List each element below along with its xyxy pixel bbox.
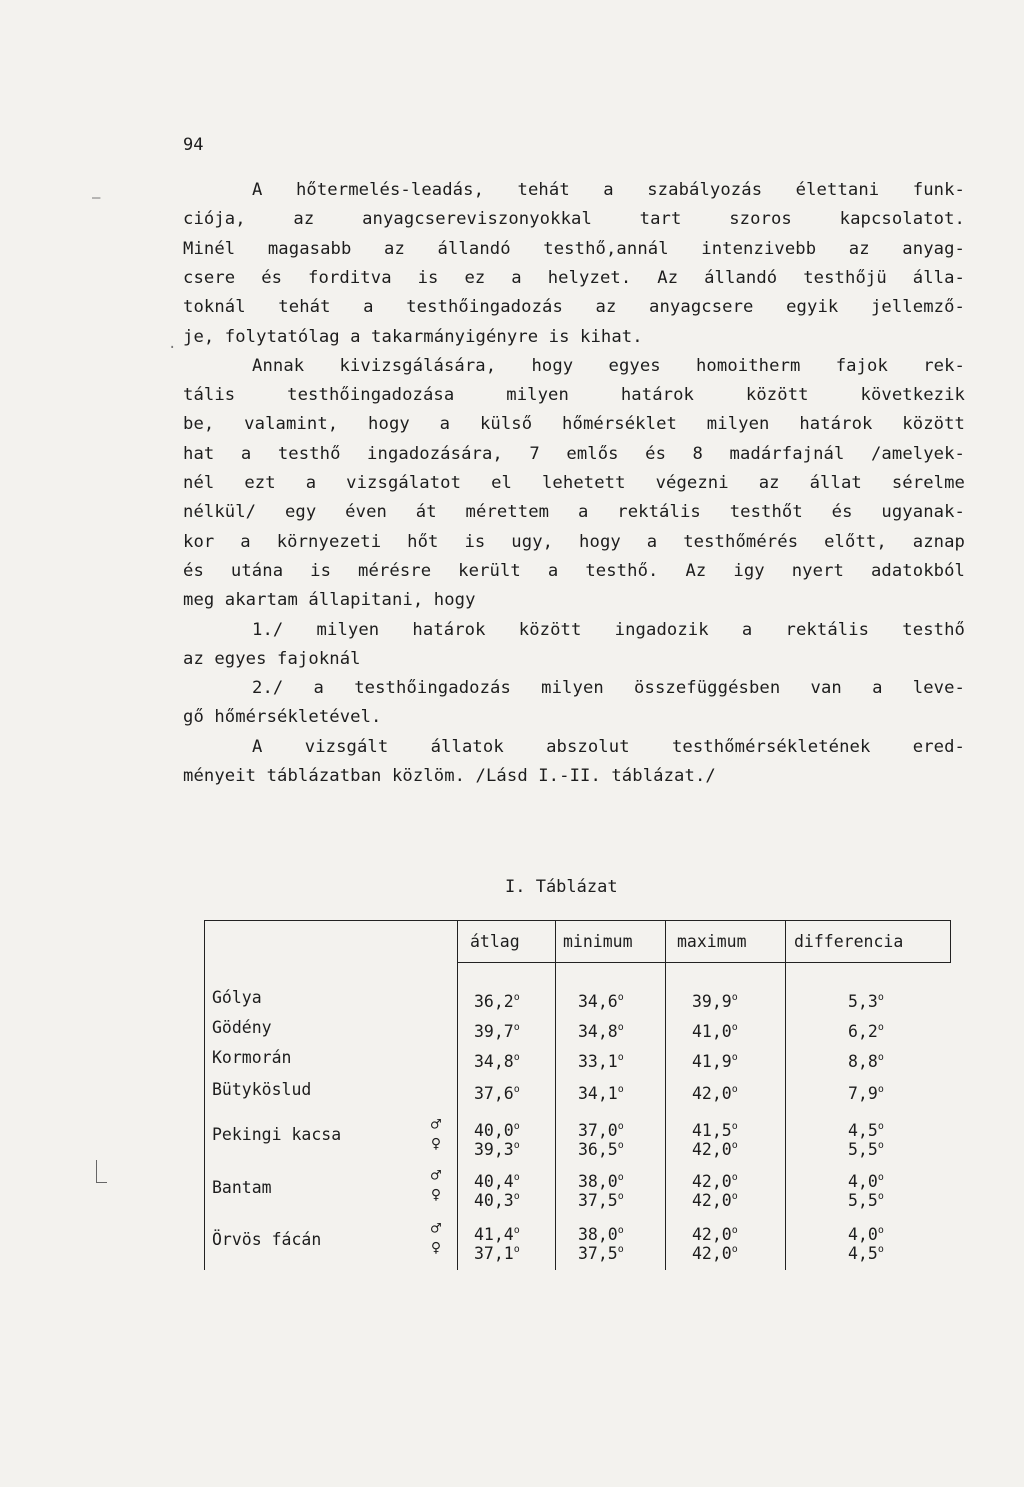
cell-value: 42,0 bbox=[692, 1244, 732, 1263]
cell-value: 40,3 bbox=[474, 1191, 514, 1210]
table-column-divider bbox=[785, 920, 786, 1270]
degree-mark: o bbox=[617, 992, 624, 1003]
margin-dot: · bbox=[168, 340, 177, 356]
female-symbol: ♀ bbox=[430, 1238, 442, 1258]
degree-mark: o bbox=[513, 1244, 520, 1255]
degree-mark: o bbox=[617, 1121, 624, 1132]
table-cell-atlag bbox=[474, 1187, 520, 1210]
text-line: ciója, az anyagcsereviszonyokkal tart szoros kapcsolatot. bbox=[183, 209, 965, 230]
cell-value: 38,0 bbox=[578, 1172, 618, 1191]
table-cell-min bbox=[578, 1080, 624, 1103]
degree-mark: o bbox=[617, 1140, 624, 1151]
cell-value: 42,0 bbox=[692, 1084, 732, 1103]
text-line: csere és forditva is ez a helyzet. Az állandó testhőjü álla- bbox=[183, 267, 965, 288]
table-header-rule bbox=[457, 962, 951, 963]
cell-value: 5,5 bbox=[848, 1191, 878, 1210]
degree-mark: o bbox=[617, 1225, 624, 1236]
male-symbol: ♂ bbox=[430, 1166, 442, 1186]
text-line: gő hőmérsékletével. bbox=[183, 707, 382, 728]
row-label: Gólya bbox=[212, 988, 262, 1007]
degree-mark: o bbox=[877, 1172, 884, 1183]
degree-mark: o bbox=[877, 1121, 884, 1132]
degree-mark: o bbox=[617, 1191, 624, 1202]
row-label: Bütyköslud bbox=[212, 1080, 312, 1099]
degree-mark: o bbox=[513, 1052, 520, 1063]
text-line: az egyes fajoknál bbox=[183, 648, 361, 669]
table-right-border bbox=[950, 920, 951, 962]
table-cell-max bbox=[692, 1018, 738, 1041]
text-line: A vizsgált állatok abszolut testhőmérsékletének ered- bbox=[252, 736, 965, 757]
header-differencia: differencia bbox=[794, 932, 904, 951]
degree-mark: o bbox=[731, 1140, 738, 1151]
table-cell-max bbox=[692, 1080, 738, 1103]
table-cell-atlag bbox=[474, 1136, 520, 1159]
degree-mark: o bbox=[731, 1084, 738, 1095]
table-cell-max bbox=[692, 1240, 738, 1263]
row-label: Örvös fácán bbox=[212, 1230, 322, 1249]
table-cell-min bbox=[578, 988, 624, 1011]
table-cell-max bbox=[692, 988, 738, 1011]
cell-value: 40,0 bbox=[474, 1121, 514, 1140]
text-line: 2./ a testhőingadozás milyen összefüggésben van a leve- bbox=[252, 678, 965, 699]
text-line: tális testhőingadozása milyen határok között következik bbox=[183, 385, 965, 406]
female-symbol: ♀ bbox=[430, 1185, 442, 1205]
cell-value: 38,0 bbox=[578, 1225, 618, 1244]
table-cell-diff bbox=[848, 1136, 884, 1159]
cell-value: 34,1 bbox=[578, 1084, 618, 1103]
male-symbol: ♂ bbox=[430, 1115, 442, 1135]
header-atlag: átlag bbox=[470, 932, 520, 951]
degree-mark: o bbox=[731, 1191, 738, 1202]
degree-mark: o bbox=[877, 1225, 884, 1236]
cell-value: 5,5 bbox=[848, 1140, 878, 1159]
degree-mark: o bbox=[513, 1022, 520, 1033]
degree-mark: o bbox=[617, 1022, 624, 1033]
header-minimum: minimum bbox=[563, 932, 633, 951]
text-line: és utána is mérésre került a testhő. Az igy nyert adatokból bbox=[183, 560, 965, 581]
degree-mark: o bbox=[731, 1052, 738, 1063]
text-line: hat a testhő ingadozására, 7 emlős és 8 madárfajnál /amelyek- bbox=[183, 443, 965, 464]
cell-value: 41,5 bbox=[692, 1121, 732, 1140]
degree-mark: o bbox=[617, 1172, 624, 1183]
table-cell-atlag bbox=[474, 1240, 520, 1263]
cell-value: 39,9 bbox=[692, 992, 732, 1011]
degree-mark: o bbox=[513, 1084, 520, 1095]
cell-value: 34,8 bbox=[578, 1022, 618, 1041]
degree-mark: o bbox=[731, 992, 738, 1003]
table-cell-diff bbox=[848, 1018, 884, 1041]
text-line: meg akartam állapitani, hogy bbox=[183, 590, 476, 611]
table-cell-diff bbox=[848, 1240, 884, 1263]
text-line: nél ezt a vizsgálatot el lehetett végezni az állat sérelme bbox=[183, 473, 965, 493]
degree-mark: o bbox=[513, 1172, 520, 1183]
margin-bracket bbox=[96, 1160, 107, 1183]
text-line: kor a környezeti hőt is ugy, hogy a testhőmérés előtt, aznap bbox=[183, 531, 965, 552]
table-cell-max bbox=[692, 1048, 738, 1071]
table-column-divider bbox=[665, 920, 666, 1270]
row-label: Gödény bbox=[212, 1018, 272, 1037]
degree-mark: o bbox=[877, 1084, 884, 1095]
degree-mark: o bbox=[731, 1225, 738, 1236]
degree-mark: o bbox=[731, 1121, 738, 1132]
degree-mark: o bbox=[513, 1140, 520, 1151]
cell-value: 36,2 bbox=[474, 992, 514, 1011]
table-cell-min bbox=[578, 1240, 624, 1263]
cell-value: 40,4 bbox=[474, 1172, 514, 1191]
degree-mark: o bbox=[877, 1022, 884, 1033]
degree-mark: o bbox=[877, 1244, 884, 1255]
cell-value: 37,5 bbox=[578, 1191, 618, 1210]
table-cell-diff bbox=[848, 988, 884, 1011]
table-cell-min bbox=[578, 1018, 624, 1041]
cell-value: 37,0 bbox=[578, 1121, 618, 1140]
table-cell-atlag bbox=[474, 1018, 520, 1041]
text-line: ményeit táblázatban közlöm. /Lásd I.-II. táblázat./ bbox=[183, 766, 716, 786]
text-line: nélkül/ egy éven át mérettem a rektális testhőt és ugyanak- bbox=[183, 502, 965, 523]
table-cell-min bbox=[578, 1048, 624, 1071]
cell-value: 37,5 bbox=[578, 1244, 618, 1263]
table-cell-atlag bbox=[474, 1048, 520, 1071]
degree-mark: o bbox=[617, 1084, 624, 1095]
table-column-divider bbox=[457, 920, 458, 1270]
text-line: toknál tehát a testhőingadozás az anyagcsere egyik jellemző- bbox=[183, 297, 965, 318]
table-cell-diff bbox=[848, 1187, 884, 1210]
cell-value: 42,0 bbox=[692, 1140, 732, 1159]
table-left-border bbox=[204, 920, 205, 1270]
table-column-divider bbox=[555, 920, 556, 1270]
cell-value: 36,5 bbox=[578, 1140, 618, 1159]
female-symbol: ♀ bbox=[430, 1134, 442, 1154]
cell-value: 39,3 bbox=[474, 1140, 514, 1159]
degree-mark: o bbox=[877, 992, 884, 1003]
table-cell-atlag bbox=[474, 1080, 520, 1103]
text-line: Minél magasabb az állandó testhő,annál intenzivebb az anyag- bbox=[183, 238, 965, 259]
table-cell-min bbox=[578, 1187, 624, 1210]
cell-value: 6,2 bbox=[848, 1022, 878, 1041]
cell-value: 41,9 bbox=[692, 1052, 732, 1071]
table-cell-atlag bbox=[474, 988, 520, 1011]
table-cell-diff bbox=[848, 1048, 884, 1071]
degree-mark: o bbox=[513, 1121, 520, 1132]
degree-mark: o bbox=[513, 1191, 520, 1202]
header-maximum: maximum bbox=[677, 932, 747, 951]
degree-mark: o bbox=[731, 1022, 738, 1033]
text-line: be, valamint, hogy a külső hőmérséklet milyen határok között bbox=[183, 414, 965, 435]
cell-value: 41,0 bbox=[692, 1022, 732, 1041]
cell-value: 42,0 bbox=[692, 1225, 732, 1244]
cell-value: 4,5 bbox=[848, 1244, 878, 1263]
cell-value: 34,6 bbox=[578, 992, 618, 1011]
degree-mark: o bbox=[513, 992, 520, 1003]
text-line: Annak kivizsgálására, hogy egyes homoitherm fajok rek- bbox=[252, 355, 965, 376]
row-label: Bantam bbox=[212, 1178, 272, 1197]
degree-mark: o bbox=[731, 1172, 738, 1183]
table-cell-min bbox=[578, 1136, 624, 1159]
cell-value: 37,1 bbox=[474, 1244, 514, 1263]
cell-value: 5,3 bbox=[848, 992, 878, 1011]
degree-mark: o bbox=[731, 1244, 738, 1255]
row-label: Pekingi kacsa bbox=[212, 1125, 342, 1144]
cell-value: 42,0 bbox=[692, 1172, 732, 1191]
table-caption: I. Táblázat bbox=[505, 877, 618, 897]
text-line: 1./ milyen határok között ingadozik a rektális testhő bbox=[252, 619, 965, 640]
degree-mark: o bbox=[513, 1225, 520, 1236]
margin-dash: — bbox=[92, 190, 101, 206]
row-label: Kormorán bbox=[212, 1048, 292, 1067]
table-cell-max bbox=[692, 1187, 738, 1210]
cell-value: 33,1 bbox=[578, 1052, 618, 1071]
cell-value: 4,0 bbox=[848, 1225, 878, 1244]
cell-value: 4,5 bbox=[848, 1121, 878, 1140]
degree-mark: o bbox=[877, 1140, 884, 1151]
cell-value: 39,7 bbox=[474, 1022, 514, 1041]
cell-value: 4,0 bbox=[848, 1172, 878, 1191]
degree-mark: o bbox=[877, 1191, 884, 1202]
text-line: je, folytatólag a takarmányigényre is kihat. bbox=[183, 326, 643, 347]
table-top-border bbox=[204, 920, 951, 921]
table-cell-diff bbox=[848, 1080, 884, 1103]
degree-mark: o bbox=[877, 1052, 884, 1063]
male-symbol: ♂ bbox=[430, 1219, 442, 1239]
cell-value: 42,0 bbox=[692, 1191, 732, 1210]
text-line: A hőtermelés-leadás, tehát a szabályozás élettani funk- bbox=[252, 180, 965, 200]
cell-value: 8,8 bbox=[848, 1052, 878, 1071]
cell-value: 7,9 bbox=[848, 1084, 878, 1103]
cell-value: 37,6 bbox=[474, 1084, 514, 1103]
table-cell-max bbox=[692, 1136, 738, 1159]
degree-mark: o bbox=[617, 1052, 624, 1063]
cell-value: 34,8 bbox=[474, 1052, 514, 1071]
page-number: 94 bbox=[183, 135, 204, 155]
degree-mark: o bbox=[617, 1244, 624, 1255]
cell-value: 41,4 bbox=[474, 1225, 514, 1244]
